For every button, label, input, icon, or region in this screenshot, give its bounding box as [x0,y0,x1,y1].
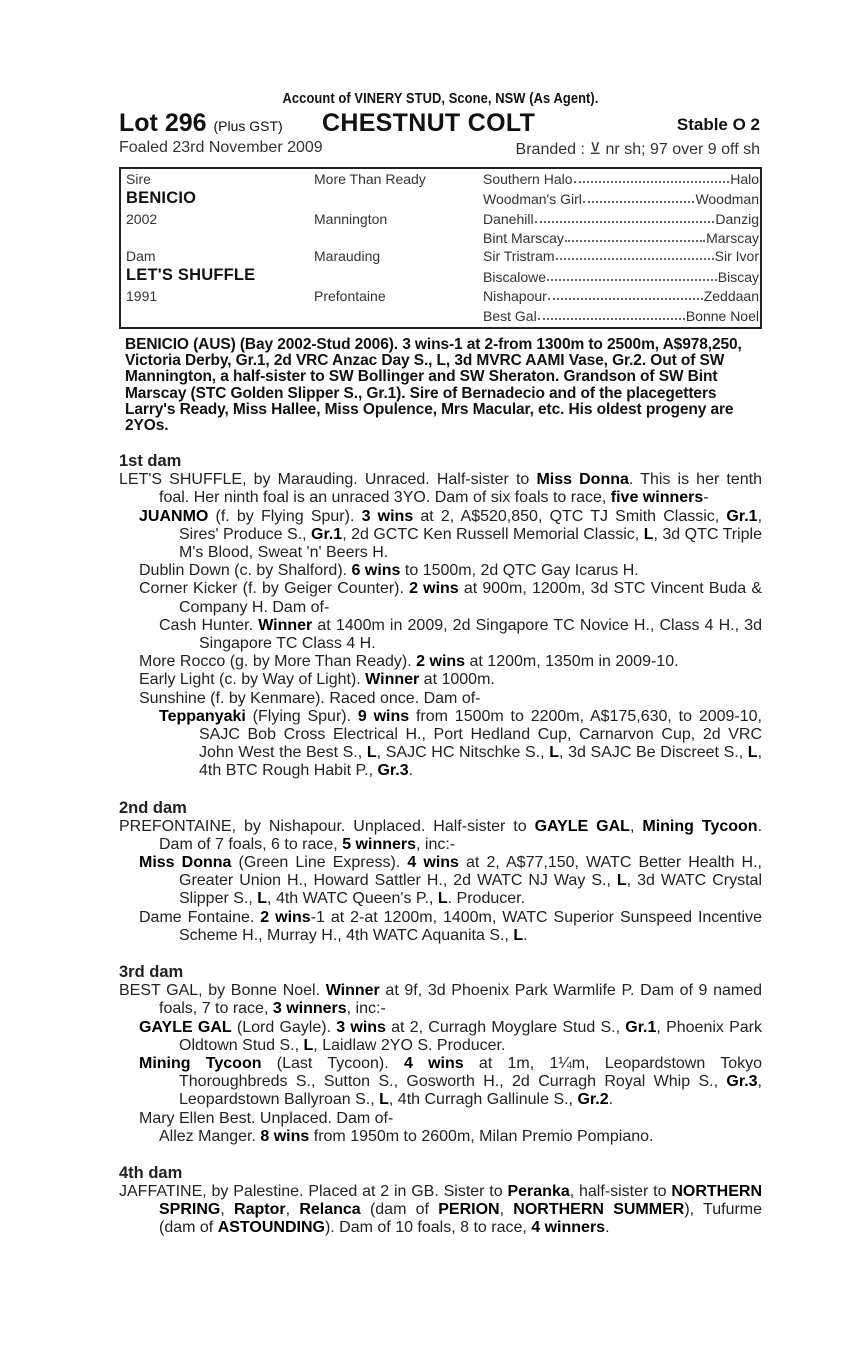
text-run: , 3d SAJC Be Discreet S., [559,744,748,762]
text-run: at 900m, 1200m, 3d STC Vincent Buda & Company H. Dam of- [179,580,763,616]
text-run: from 1950m to 2600m, Milan Premio Pompiano. [309,1127,654,1145]
bold-run: 5 winners [342,835,417,853]
text-run: (Lord Gayle). [231,1018,337,1036]
grandparent-row: Bint Marscay Marscay [483,230,759,246]
bold-run: Mining Tycoon [642,817,758,835]
bold-run: L [379,1091,389,1109]
catalogue-page [119,90,762,1238]
sire-dam: Mannington [314,211,388,227]
bold-run: NORTHERN SPRING [159,1182,762,1219]
dam-year: 1991 [126,288,158,304]
bold-run: L [257,890,268,908]
account-line: Account of VINERY STUD, Scone, NSW (As Agent). [282,90,599,107]
text-run: , Leopardstown Ballyroan S., [179,1073,762,1109]
dam-sire: Marauding [314,248,381,264]
text-run: Dame Fontaine. [139,908,261,926]
bold-run: Gr.3 [726,1073,758,1091]
produce-entry [119,1055,762,1110]
bold-run: 3 winners [272,1000,347,1018]
bold-run: Gr.1 [726,507,758,525]
bold-run: 2 wins [409,580,459,598]
text-run: (dam of [360,1201,439,1219]
text-run: Cash Hunter. [159,616,259,634]
fourth-dam-section [119,1164,762,1238]
text-run: . This is her tenth foal. Her ninth foal is an unraced 3YO. Dam of six foals to race, [159,471,763,507]
text-run: , [499,1201,514,1219]
text-run: , 4th WATC Queen's P., [267,890,438,908]
dam-intro [119,471,762,507]
text-run: , Laidlaw 2YO S. Producer. [313,1036,506,1054]
text-run: (Last Tycoon). [261,1054,404,1072]
text-run: , 4th BTC Rough Habit P., [199,744,763,780]
sire-sire: More Than Ready [314,171,426,187]
bold-run: 6 wins [351,562,401,580]
text-run: , inc:- [416,835,456,853]
text-run: , [629,817,643,835]
dam-intro [119,1183,762,1238]
grandparent-row: Best Gal Bonne Noel [483,308,759,324]
produce-entry [119,690,762,708]
dam-dam: Prefontaine [314,288,386,304]
sire-name: BENICIO [126,189,197,207]
bold-run: 4 winners [531,1219,606,1237]
text-run: at 1m, 1¼m, Leopardstown Tokyo Thoroughbreds S., Sutton S., Gosworth H., 2d Curragh Royal Whip S., [179,1054,763,1091]
text-run: , [285,1201,300,1219]
bold-run: 4 wins [403,1054,464,1072]
bold-run: 3 wins [336,1018,386,1036]
bold-run: five winners [610,489,704,507]
pedigree-table [119,167,762,329]
text-run: to 1500m, 2d QTC Gay Icarus H. [400,562,639,580]
text-run: at 9f, 3d Phoenix Park Warmlife P. Dam of 9 named foals, 7 to race, [159,982,763,1018]
grandparent-row: Sir Tristram Sir Ivor [483,248,759,264]
bold-run: Mining Tycoon [139,1054,262,1072]
bold-run: L [366,744,377,762]
bold-run: 3 wins [361,507,414,525]
text-run: , 2d GCTC Ken Russell Memorial Classic, [342,525,644,543]
text-run: PREFONTAINE, by Nishapour. Unplaced. Half-sister to [119,817,535,835]
text-run: at 1400m in 2009, 2d Singapore TC Novice H., Class 4 H., 3d Singapore TC Class 4 H. [199,616,763,653]
grandparent-row: Biscalowe Biscay [483,269,759,285]
bold-run: GAYLE GAL [139,1018,232,1036]
text-run: More Rocco (g. by More Than Ready). [139,653,417,671]
text-run: BEST GAL, by Bonne Noel. [119,982,326,1000]
text-run: , 4th Curragh Gallinule S., [388,1091,578,1109]
section-heading: 1st dam [119,452,182,471]
bold-run: L [303,1036,314,1054]
bold-run: GAYLE GAL [534,817,630,835]
dam-name: LET'S SHUFFLE [126,266,256,284]
bold-run: Miss Donna [139,854,232,872]
text-run: . Producer. [447,890,526,908]
text-run: . [608,1091,614,1109]
text-run: at 2, A$520,850, QTC TJ Smith Classic, [413,507,727,525]
bold-run: Winner [258,616,313,634]
text-run: ), Tufurme (dam of [159,1201,763,1237]
text-run: . Dam of 7 foals, 6 to race, [159,817,763,853]
bold-run: Raptor [234,1201,286,1219]
text-run: (Flying Spur). [245,707,358,725]
section-heading: 2nd dam [119,798,187,817]
produce-entry [119,580,762,616]
text-run: LET'S SHUFFLE, by Marauding. Unraced. Half-sister to [119,471,537,489]
foaled-date: Foaled 23rd November 2009 [119,139,323,156]
bold-run: Gr.3 [377,762,409,780]
bold-run: Gr.1 [625,1018,657,1036]
text-run: Mary Ellen Best. Unplaced. Dam of- [139,1109,394,1127]
text-run: , Sires' Produce S., [179,507,763,543]
stable-location: Stable O 2 [676,115,760,134]
text-run: . [605,1219,610,1237]
dam-intro [119,982,762,1018]
text-run: -1 at 2-at 1200m, 1400m, WATC Superior Sunspeed Incentive Scheme H., Murray H., 4th WATC Aquanita S., [179,908,763,944]
text-run: Allez Manger. [159,1127,261,1145]
text-run: at 2, A$77,150, WATC Better Health H., Greater Union H., Howard Sattler H., 2d WATC NJ Way S., [179,854,763,890]
bold-run: Peranka [507,1182,570,1200]
dam-intro [119,818,762,854]
bold-run: L [549,744,559,762]
lot-line [119,109,762,137]
produce-entry [119,708,762,781]
lot-number: Lot 296 (Plus GST) [119,109,283,137]
produce-entry [119,909,762,945]
second-dam-section [119,799,762,945]
bold-run: L [513,926,524,944]
bold-run: 2 wins [416,653,466,671]
text-run: , inc:- [346,1000,386,1018]
text-run: , [220,1201,235,1219]
text-run: (Green Line Express). [231,854,408,872]
bold-run: L [437,890,448,908]
bold-run: 4 wins [407,854,459,872]
sire-year: 2002 [126,211,158,227]
bold-run: Relanca [299,1201,361,1219]
produce-entry [119,1019,762,1055]
text-run: (f. by Flying Spur). [208,507,362,525]
bold-run: Gr.2 [577,1091,609,1109]
bold-run: 2 wins [260,908,311,926]
grandparent-row: Danehill Danzig [483,211,759,227]
produce-entry [119,1110,762,1128]
text-run: . [408,762,414,780]
third-dam-section [119,963,762,1146]
plus-gst: (Plus GST) [213,118,283,134]
first-dam-section [119,452,762,780]
produce-entry [119,617,762,653]
text-run: - [703,489,709,507]
bold-run: L [747,744,758,762]
bold-run: ASTOUNDING [217,1219,325,1237]
text-run: at 1000m. [419,671,495,689]
text-run: at 1200m, 1350m in 2009-10. [465,653,679,671]
bold-run: 8 wins [260,1127,310,1145]
text-run: Dublin Down (c. by Shalford). [139,562,352,580]
bold-run: Gr.1 [311,525,343,543]
text-run: Sunshine (f. by Kenmare). Raced once. Dam of- [139,689,481,707]
text-run: , Phoenix Park Oldtown Stud S., [179,1018,763,1054]
bold-run: Winner [325,982,380,1000]
bold-run: Winner [365,671,420,689]
grandparent-row: Southern Halo Halo [483,171,759,187]
produce-entry [119,854,762,909]
section-heading: 3rd dam [119,963,184,982]
sex-colour: CHESTNUT COLT [322,109,536,137]
bold-run: L [643,525,654,543]
grandparent-row: Nishapour Zeddaan [483,288,759,304]
section-heading: 4th dam [119,1163,183,1182]
bold-run: NORTHERN SUMMER [513,1201,685,1219]
produce-entry [119,653,762,671]
grandparent-row: Woodman's Girl Woodman [483,191,759,207]
brand-marks: Branded : ⊻ nr sh; 97 over 9 off sh [515,141,760,158]
text-run: ). Dam of 10 foals, 8 to race, [324,1219,532,1237]
foaled-line [119,137,762,161]
bold-run: PERION [438,1201,500,1219]
sire-summary: BENICIO (AUS) (Bay 2002-Stud 2006). 3 wins-1 at 2-from 1300m to 2500m, A$978,250, Victoria Derby, Gr.1, 2d VRC Anzac Day S., L, 3d MVRC AAMI Vase, Gr.2. Out of SW Mannington, a half-sister to SW Bollinger and SW Sheraton. Grandson of SW Bint Marscay (STC Golden Slipper S., Gr.1). Sire of Bernadecio and of the placegetters Larry's Ready, Miss Hallee, Miss Opulence, Mrs Macular, etc. His oldest progeny are 2YOs. [125,336,742,435]
text-run: from 1500m to 2200m, A$175,630, to 2009-10, SAJC Bob Cross Electrical H., Port Hedland Cup, Carnarvon Cup, 2d VRC John West the Best S., [199,707,762,762]
text-run: , 3d WATC Crystal Slipper S., [179,872,762,908]
text-run: , SAJC HC Nitschke S., [376,744,550,762]
text-run: , half-sister to [569,1182,672,1200]
text-run: JAFFATINE, by Palestine. Placed at 2 in GB. Sister to [119,1182,508,1200]
text-run: Early Light (c. by Way of Light). [139,671,366,689]
produce-entry [119,562,762,580]
sire-label: Sire [126,171,151,187]
produce-entry [119,671,762,689]
bold-run: JUANMO [139,507,209,525]
text-run: , 3d QTC Triple M's Blood, Sweat 'n' Beers H. [179,525,763,562]
produce-entry [119,1128,762,1146]
bold-run: 9 wins [357,707,410,725]
bold-run: Miss Donna [536,471,629,489]
text-run: Corner Kicker (f. by Geiger Counter). [139,580,410,598]
bold-run: L [616,872,627,890]
text-run: . [523,926,528,944]
text-run: at 2, Curragh Moyglare Stud S., [385,1018,626,1036]
bold-run: Teppanyaki [159,707,246,725]
produce-entry [119,508,762,563]
dam-label: Dam [126,248,156,264]
